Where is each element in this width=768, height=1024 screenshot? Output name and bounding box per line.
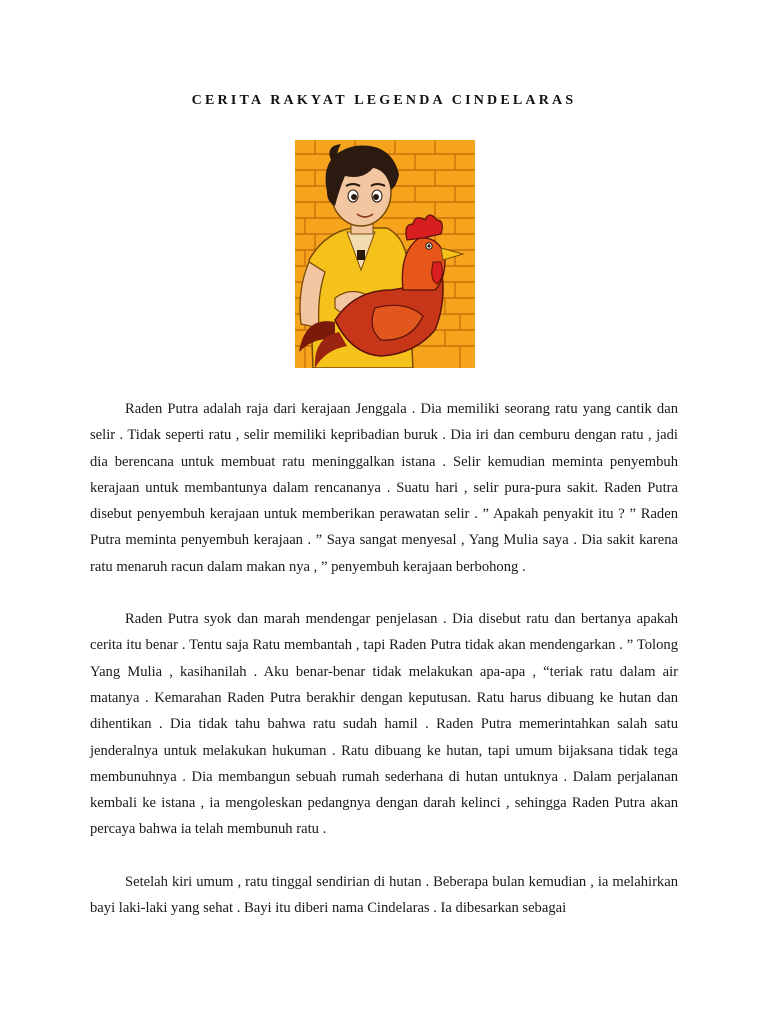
boy-holding-rooster-illustration [295,140,475,368]
story-body [90,396,678,947]
paragraph-2: Raden Putra syok dan marah mendengar penjelasan . Dia disebut ratu dan bertanya apakah cerita itu benar . Tentu saja Ratu membantah , tapi Raden Putra tidak akan mendengarkan . ” Tolong Yang Mulia , kasihanilah . Aku benar-benar tidak melakukan apa-apa , “teriak ratu dalam air matanya . Kemarahan Raden Putra berakhir dengan keputusan. Ratu harus dibuang ke hutan dan dihentikan . Dia tidak tahu bahwa ratu sudah hamil . Raden Putra memerintahkan salah satu jenderalnya untuk melakukan hukuman . Ratu dibuang ke hutan, tapi umum bijaksana tidak tega membunuhnya . Dia membangun sebuah rumah sederhana di hutan untuknya . Dalam perjalanan kembali ke istana , ia mengoleskan pedangnya dengan darah kelinci , sehingga Raden Putra akan percaya bahwa ia telah membunuh ratu . [90,611,678,838]
document-title: CERITA RAKYAT LEGENDA CINDELARAS [191,93,577,108]
paragraph-1: Raden Putra adalah raja dari kerajaan Jenggala . Dia memiliki seorang ratu yang cantik dan selir . Tidak seperti ratu , selir memiliki kepribadian buruk . Dia iri dan cemburu dengan ratu , jadi dia berencana untuk membuat ratu meninggalkan istana . Selir kemudian meminta penyembuh kerajaan untuk membantunya dalam rencananya . Suatu hari , selir pura-pura sakit. Raden Putra disebut penyembuh kerajaan untuk memberikan perawatan selir . ” Apakah penyakit itu ? ” Raden Putra meminta penyembuh kerajaan . ” Saya sangat menyesal , Yang Mulia saya . Dia sakit karena ratu menaruh racun dalam makan nya , ” penyembuh kerajaan berbohong . [90,401,678,575]
paragraph-3: Setelah kiri umum , ratu tinggal sendirian di hutan . Beberapa bulan kemudian , ia melahirkan bayi laki-laki yang sehat . Bayi itu diberi nama Cindelaras . Ia dibesarkan sebagai [90,873,678,917]
